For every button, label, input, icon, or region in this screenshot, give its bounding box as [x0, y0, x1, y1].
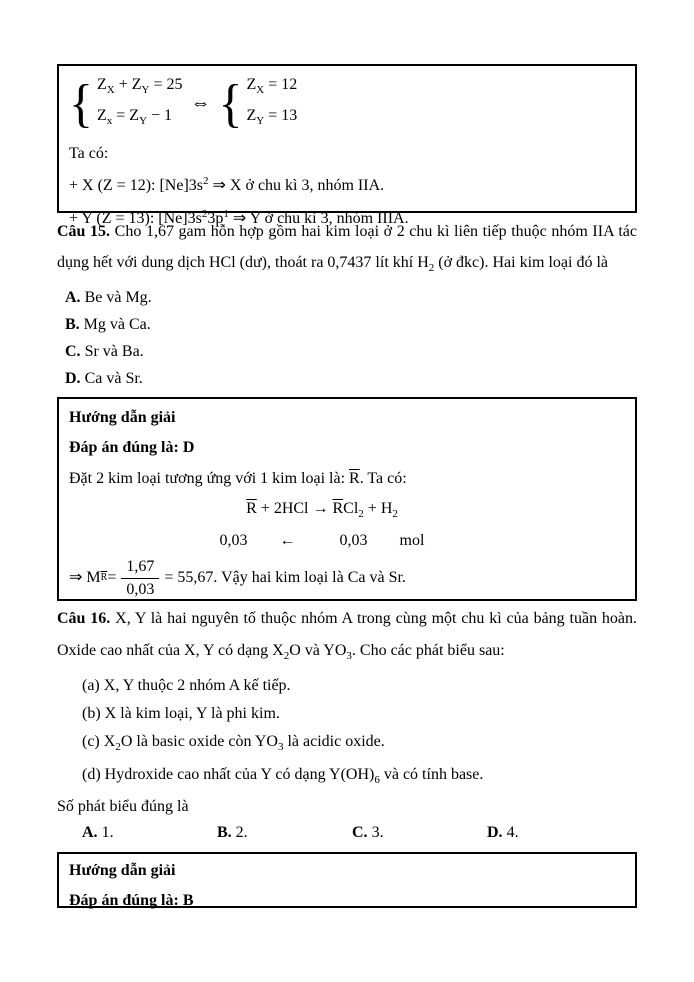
solution-box-16 [57, 852, 637, 908]
solution-title: Hướng dẫn giải [69, 862, 176, 879]
left-arrow-icon: ← [279, 532, 296, 549]
question-16-prompt: Số phát biểu đúng là [57, 798, 189, 815]
question-15-option-d: D. Ca và Sr. [65, 370, 143, 387]
solution-box-15 [57, 397, 637, 601]
conclusion-line: ⇒ M $\overline{R}$ = $\frac{1,67}{0,03}$ = 55,67. Vậy hai kim loại là Ca và Sr. [69, 558, 406, 598]
equation-system [69, 72, 625, 134]
question-15-option-a: A. Be và Mg. [65, 289, 152, 306]
solution-answer: Đáp án đúng là: D [69, 439, 195, 456]
equation-line: $Z_X + Z_Y = 25$ [97, 76, 183, 96]
solution-answer: Đáp án đúng là: B [69, 892, 194, 909]
question-16-text: Câu 16. X, Y là hai nguyên tố thuộc nhóm A trong cùng một chu kì của bảng tuần hoàn. Oxide cao nhất của X, Y có dạng $X_2O$ và $YO_3$. Cho các phát biểu sau: [57, 610, 638, 662]
equivalence-arrow-icon: ⇔ [190, 91, 211, 114]
left-brace: { [69, 73, 93, 133]
question-16-label: Câu 16. [57, 610, 111, 627]
question-16-option-b: B. 2. [217, 824, 248, 841]
r-bar-symbol: $\overline{R}$ [332, 500, 344, 517]
solution-title: Hướng dẫn giải [69, 409, 176, 426]
question-15-label: Câu 15. [57, 223, 111, 240]
mol-amounts-line: 0,03 ← 0,03 mol [219, 532, 425, 549]
statement-c: (c) $X_2O$ là basic oxide còn $YO_3$ là acidic oxide. [82, 733, 385, 753]
fraction: $\frac{1,67}{0,03}$ [121, 557, 159, 598]
question-16-option-c: C. 3. [352, 824, 384, 841]
r-bar-symbol: $\overline{R}$ [349, 470, 360, 487]
left-brace: { [218, 73, 243, 133]
statement-b: (b) X là kim loại, Y là phi kim. [82, 705, 280, 722]
statement-d: (d) Hydroxide cao nhất của Y có dạng $Y(OH)_6$ và có tính base. [82, 766, 484, 786]
system-left [97, 72, 183, 134]
question-15-option-c: C. Sr và Ba. [65, 343, 144, 360]
question-16-options-row [57, 820, 637, 846]
reaction-equation: $\overline{R} + 2HCl \to \overline{R}Cl_2 + H_2$ [246, 500, 398, 520]
question-16-option-a: A. 1. [82, 824, 114, 841]
equation-line: $Z_Y = 13$ [246, 107, 298, 127]
element-x-line: + X (Z = 12): $[Ne]3s^2$ ⇒ X ở chu kì 3, nhóm IIA. [69, 175, 385, 194]
solution-box-top [57, 64, 637, 227]
equation-line: $Z_X = 12$ [246, 76, 298, 96]
solution-setup-line: Đặt 2 kim loại tương ứng với 1 kim loại là: $\overline{R}$. Ta có: [69, 470, 407, 487]
question-15-text: Câu 15. Cho 1,67 gam hỗn hợp gồm hai kim loại ở 2 chu kì liên tiếp thuộc nhóm IIA tác dụng hết với dung dịch HCl (dư), thoát ra 0,7437 lít khí $H_2$ (ở đkc). Hai kim loại đó là [57, 223, 638, 274]
statement-a: (a) X, Y thuộc 2 nhóm A kế tiếp. [82, 677, 291, 694]
question-15-option-b: B. Mg và Ca. [65, 316, 151, 333]
element-y-line: + Y (Z = 13): $[Ne]3s^23p^1$ ⇒ Y ở chu kì 3, nhóm IIIA. [69, 208, 409, 227]
question-16-option-d: D. 4. [487, 824, 519, 841]
equation-line: $Z_x = Z_Y - 1$ [97, 107, 173, 127]
system-right [247, 72, 298, 134]
r-bar-subscript: $\overline{R}$ [100, 572, 108, 583]
r-bar-symbol: $\overline{R}$ [246, 500, 257, 517]
ta-co-line: Ta có: [69, 145, 109, 162]
